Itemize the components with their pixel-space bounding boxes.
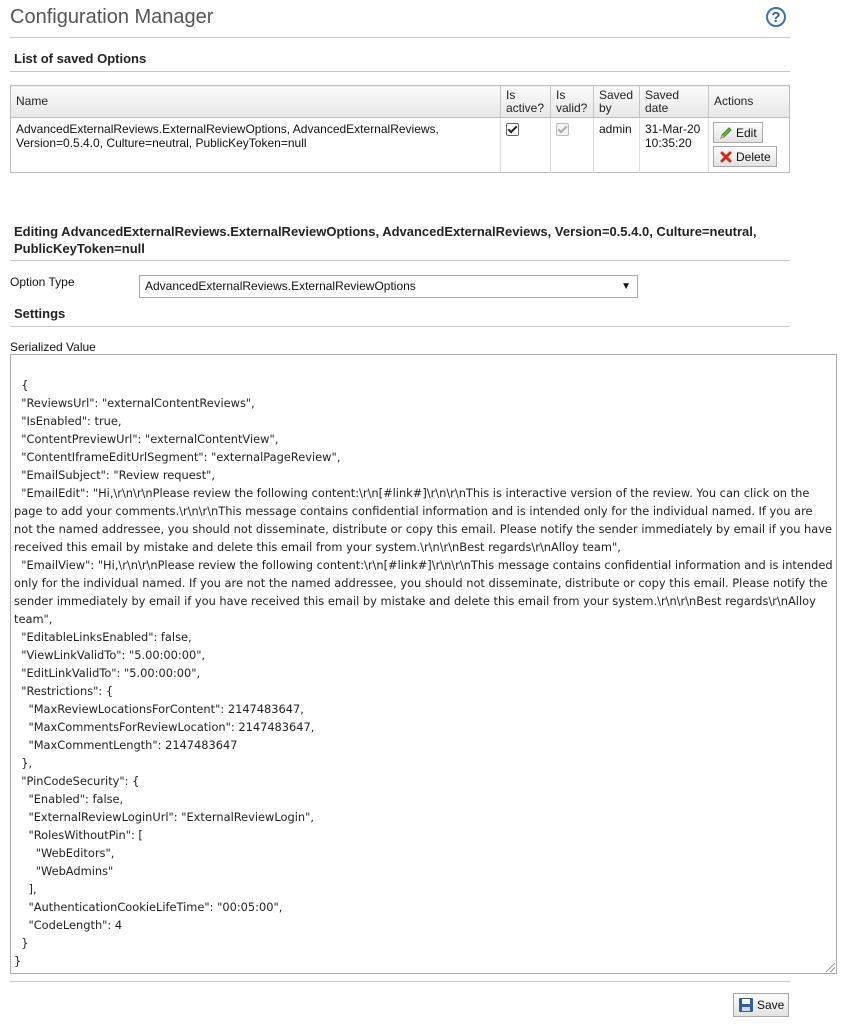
saved-options-table (10, 85, 790, 173)
edit-button[interactable]: Edit (713, 122, 763, 143)
title-divider (10, 37, 790, 38)
col-saved-by[interactable]: Saved by (594, 86, 640, 118)
delete-button[interactable]: Delete (713, 146, 777, 167)
col-actions: Actions (709, 86, 790, 118)
editing-divider (10, 260, 790, 261)
option-name-cell: AdvancedExternalReviews.ExternalReviewOptions, AdvancedExternalReviews, Version=0.5.4.0, Culture=neutral, PublicKeyToken=null (16, 122, 439, 150)
footer-divider (10, 981, 790, 982)
col-is-valid[interactable]: Is valid? (551, 86, 594, 118)
option-type-label: Option Type (10, 275, 75, 289)
option-type-select[interactable]: AdvancedExternalReviews.ExternalReviewOptions ▼ (139, 275, 638, 298)
serialized-value-label: Serialized Value (10, 340, 96, 354)
serialized-value-textarea[interactable]: { "ReviewsUrl": "externalContentReviews", "IsEnabled": true, "ContentPreviewUrl": "externalContentView", "ContentIframeEditUrlSegment": "externalPageReview", "EmailSubject": "Review request", "EmailEdit": "Hi,\r\n\r\nPlease review the following content:\r\n[#link#]\r\n\r\nThis is interactive version of the review. You can click on the page to add your comments.\r\n\r\nThis message contains confidential information and is intended only for the individual named. If you are not the named addressee, you should not disseminate, distribute or copy this email. Please notify the sender immediately by email if you have received this email by mistake and delete this email from your system.\r\n\r\nBest regards\r\nAlloy team", "EmailView": "Hi,\r\n\r\nPlease review the following content:\r\n[#link#]\r\n\r\nThis message contains confidential information and is intended only for the individual named. If you are not the named addressee, you should not disseminate, distribute or copy this email. Please notify the sender immediately by email if you have received this email by mistake and delete this email from your system.\r\n\r\nBest regards\r\nAlloy team", "EditableLinksEnabled": false, "ViewLinkValidTo": "5.00:00:00", "EditLinkValidTo": "5.00:00:00", "Restrictions": { "MaxReviewLocationsForContent": 2147483647, "MaxCommentsForReviewLocation": 2147483647, "MaxCommentLength": 2147483647 }, "PinCodeSecurity": { "Enabled": false, "ExternalReviewLoginUrl": "ExternalReviewLogin", "RolesWithoutPin": [ "WebEditors", "WebAdmins" ], "AuthenticationCookieLifeTime": "00:05:00", "CodeLength": 4 } } (10, 354, 837, 974)
table-header-row (11, 86, 790, 118)
saved-options-heading: List of saved Options (14, 51, 147, 66)
red-x-icon (719, 150, 733, 164)
floppy-disk-icon (738, 997, 754, 1013)
saved-options-divider (10, 71, 790, 72)
pencil-icon (719, 126, 733, 140)
editing-heading: Editing AdvancedExternalReviews.ExternalReviewOptions, AdvancedExternalReviews, Version=0.5.4.0, Culture=neutral, PublicKeyToken=null (14, 224, 757, 256)
is-active-checkbox[interactable] (506, 123, 519, 136)
save-button[interactable]: Save (733, 993, 789, 1017)
resize-grip[interactable] (826, 963, 835, 972)
col-name[interactable]: Name (11, 86, 501, 118)
saved-date-cell: 31-Mar-20 10:35:20 (640, 118, 709, 173)
help-icon[interactable]: ? (766, 7, 786, 27)
is-valid-checkbox (556, 123, 569, 136)
chevron-down-icon: ▼ (621, 281, 631, 292)
settings-heading: Settings (14, 306, 66, 321)
page-title: Configuration Manager (10, 6, 214, 28)
col-is-active[interactable]: Is active? (501, 86, 551, 118)
actions-cell (709, 118, 790, 173)
col-saved-date[interactable]: Saved date (640, 86, 709, 118)
settings-divider (10, 326, 790, 327)
table-row (11, 118, 790, 173)
saved-by-cell: admin (594, 118, 640, 173)
